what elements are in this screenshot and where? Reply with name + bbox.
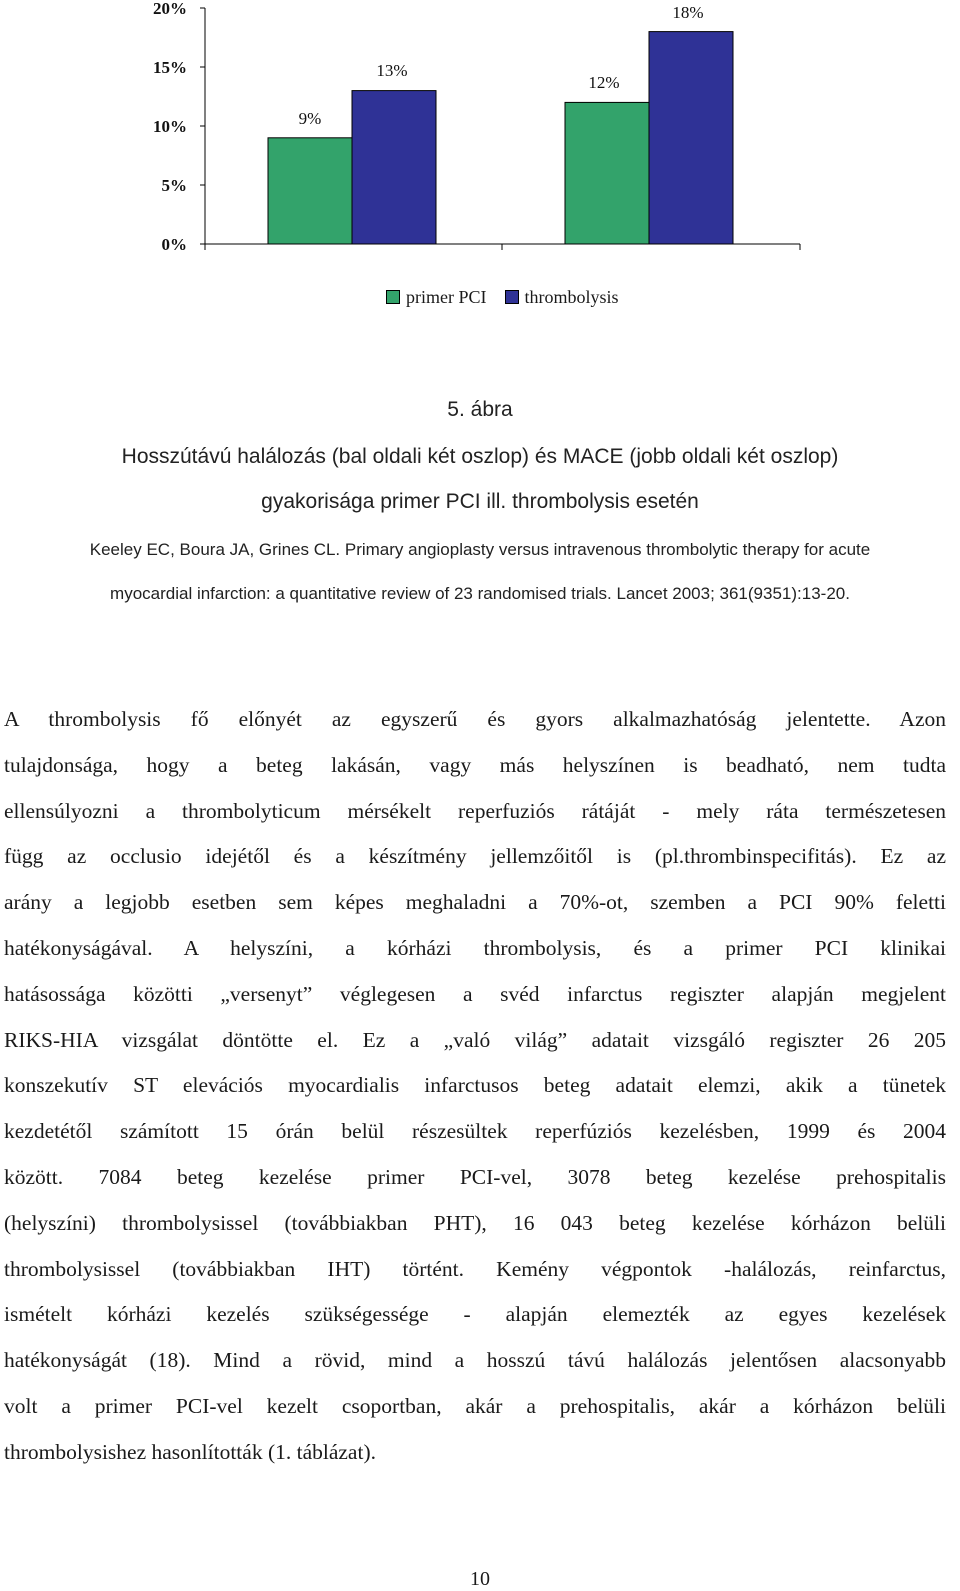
legend-swatch-primer-pci	[386, 290, 400, 304]
bar-thrombolysis-2	[649, 32, 733, 244]
body-line: (helyszíni) thrombolysissel (továbbiakban PHT), 16 043 beteg kezelése kórházon belüli	[4, 1210, 946, 1235]
y-tick-label: 10%	[153, 117, 187, 136]
y-tick-label: 0%	[161, 235, 187, 254]
body-line: A thrombolysis fő előnyét az egyszerű és gyors alkalmazhatóság jelentette. Azon	[4, 707, 946, 731]
bar-primer-pci-1	[268, 138, 352, 244]
body-line: thrombolysissel (továbbiakban IHT) történt. Kemény végpontok -halálozás, reinfarctus,	[4, 1256, 946, 1281]
figure-caption-line-1: Hosszútávú halálozás (bal oldali két oszlop) és MACE (jobb oldali két oszlop)	[121, 445, 839, 468]
figure-reference	[0, 528, 960, 616]
body-line: ismételt kórházi kezelés szükségessége - alapján elemezték az egyes kezelések	[4, 1302, 946, 1327]
legend-item-thrombolysis	[505, 287, 619, 308]
reference-line-1: Keeley EC, Boura JA, Grines CL. Primary angioplasty versus intravenous thrombolytic therapy for acute	[89, 540, 871, 559]
bar-thrombolysis-1	[352, 91, 436, 244]
body-line: hatékonyságát (18). Mind a rövid, mind a hosszú távú halálozás jelentősen alacsonyabb	[4, 1348, 946, 1373]
data-label: 18%	[672, 3, 704, 22]
body-line: thrombolysishez hasonlították (1. táblázat).	[4, 1439, 376, 1464]
legend-label-thrombolysis: thrombolysis	[524, 286, 619, 307]
bar-primer-pci-2	[565, 102, 649, 244]
y-tick-label: 15%	[153, 58, 187, 77]
body-line: függ az occlusio idejétől és a készítmény jellemzőitől is (pl.thrombinspecifitás). Ez az	[4, 844, 946, 869]
body-line: tulajdonsága, hogy a beteg lakásán, vagy más helyszínen is beadható, nem tudta	[4, 752, 946, 777]
y-tick-label: 5%	[161, 176, 187, 195]
data-label: 13%	[376, 61, 408, 80]
body-line: volt a primer PCI-vel kezelt csoportban, akár a prehospitalis, akár a kórházon belüli	[4, 1393, 946, 1418]
data-label: 12%	[588, 73, 620, 92]
data-label: 9%	[298, 109, 322, 128]
body-line: hatásossága közötti „versenyt” véglegesen a svéd infarctus regiszter alapján megjelent	[4, 981, 946, 1006]
body-paragraph	[4, 697, 946, 1476]
body-line: hatékonyságával. A helyszíni, a kórházi thrombolysis, és a primer PCI klinikai	[4, 935, 946, 960]
legend-label-primer-pci: primer PCI	[406, 286, 487, 307]
body-line: RIKS-HIA vizsgálat döntötte el. Ez a „való világ” adatait vizsgáló regiszter 26 205	[4, 1027, 946, 1052]
chart-legend	[386, 285, 637, 309]
bar-chart	[0, 0, 960, 330]
figure-number: 5. ábra	[447, 398, 513, 421]
body-line: arány a legjobb esetben sem képes meghaladni a 70%-ot, szemben a PCI 90% feletti	[4, 890, 946, 915]
body-line: konszekutív ST elevációs myocardialis infarctusos beteg adatait elemzi, akik a tünetek	[4, 1073, 946, 1098]
figure-caption-line-2: gyakorisága primer PCI ill. thrombolysis esetén	[261, 490, 699, 513]
legend-swatch-thrombolysis	[505, 290, 519, 304]
body-line: kezdetétől számított 15 órán belül részesültek reperfúziós kezelésben, 1999 és 2004	[4, 1119, 946, 1144]
body-line: között. 7084 beteg kezelése primer PCI-vel, 3078 beteg kezelése prehospitalis	[4, 1164, 946, 1189]
reference-line-2: myocardial infarction: a quantitative review of 23 randomised trials. Lancet 2003; 361(9351):13-20.	[110, 584, 850, 603]
page-number: 10	[470, 1568, 490, 1590]
body-line: ellensúlyozni a thrombolyticum mérsékelt reperfuziós rátáját - mely ráta természetesen	[4, 798, 946, 823]
legend-item-primer-pci	[386, 287, 487, 308]
y-tick-label: 20%	[153, 0, 187, 18]
